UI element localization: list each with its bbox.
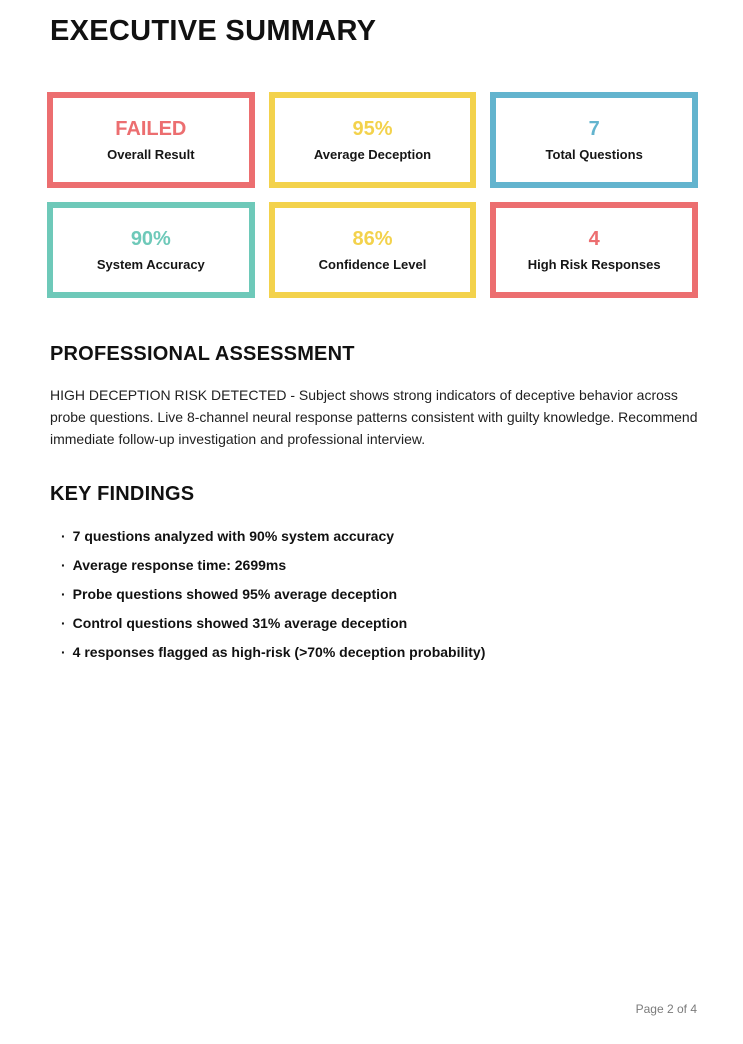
key-findings-section: [47, 482, 698, 661]
bullet-icon: ·: [61, 528, 66, 544]
key-finding-item: [61, 527, 698, 545]
bullet-icon: ·: [61, 644, 66, 660]
stat-value: 7: [588, 118, 600, 140]
key-findings-heading: KEY FINDINGS: [50, 483, 195, 505]
stat-value: 95%: [352, 118, 393, 140]
professional-assessment-text: HIGH DECEPTION RISK DETECTED - Subject shows strong indicators of deceptive behavior across probe questions. Live 8-channel neural response patterns consistent with guilty knowledge. Recommend immediate follow-up investigation and professional interview.: [50, 387, 698, 447]
stat-value: 86%: [352, 228, 393, 250]
page-title: EXECUTIVE SUMMARY: [50, 15, 377, 47]
stat-card-total-questions: [490, 92, 698, 188]
stat-card-system-accuracy: [47, 202, 255, 298]
key-finding-text: Probe questions showed 95% average deception: [72, 586, 398, 602]
stat-label: Overall Result: [107, 147, 195, 162]
key-finding-text: Average response time: 2699ms: [72, 557, 287, 573]
stat-label: Confidence Level: [318, 257, 427, 272]
key-finding-item: [61, 556, 698, 574]
professional-assessment-section: [47, 342, 698, 450]
bullet-icon: ·: [61, 557, 66, 573]
key-finding-text: Control questions showed 31% average deception: [72, 615, 408, 631]
key-findings-list: [50, 527, 698, 661]
key-finding-item: [61, 585, 698, 603]
stat-label: High Risk Responses: [527, 257, 661, 272]
key-finding-item: [61, 614, 698, 632]
stat-card-high-risk-responses: [490, 202, 698, 298]
page-number: Page 2 of 4: [635, 1002, 697, 1016]
key-finding-text: 7 questions analyzed with 90% system accuracy: [72, 528, 395, 544]
stat-value: 4: [588, 228, 600, 250]
stat-value: 90%: [130, 228, 171, 250]
stat-card-average-deception: [269, 92, 477, 188]
bullet-icon: ·: [61, 586, 66, 602]
stat-label: System Accuracy: [96, 257, 205, 272]
key-finding-text: 4 responses flagged as high-risk (>70% deception probability): [72, 644, 486, 660]
key-finding-item: [61, 643, 698, 661]
stat-card-overall-result: [47, 92, 255, 188]
professional-assessment-heading: PROFESSIONAL ASSESSMENT: [50, 343, 355, 365]
summary-cards-grid: [47, 92, 698, 298]
bullet-icon: ·: [61, 615, 66, 631]
stat-value: FAILED: [115, 118, 187, 140]
stat-card-confidence-level: [269, 202, 477, 298]
stat-label: Average Deception: [313, 147, 432, 162]
stat-label: Total Questions: [545, 147, 643, 162]
